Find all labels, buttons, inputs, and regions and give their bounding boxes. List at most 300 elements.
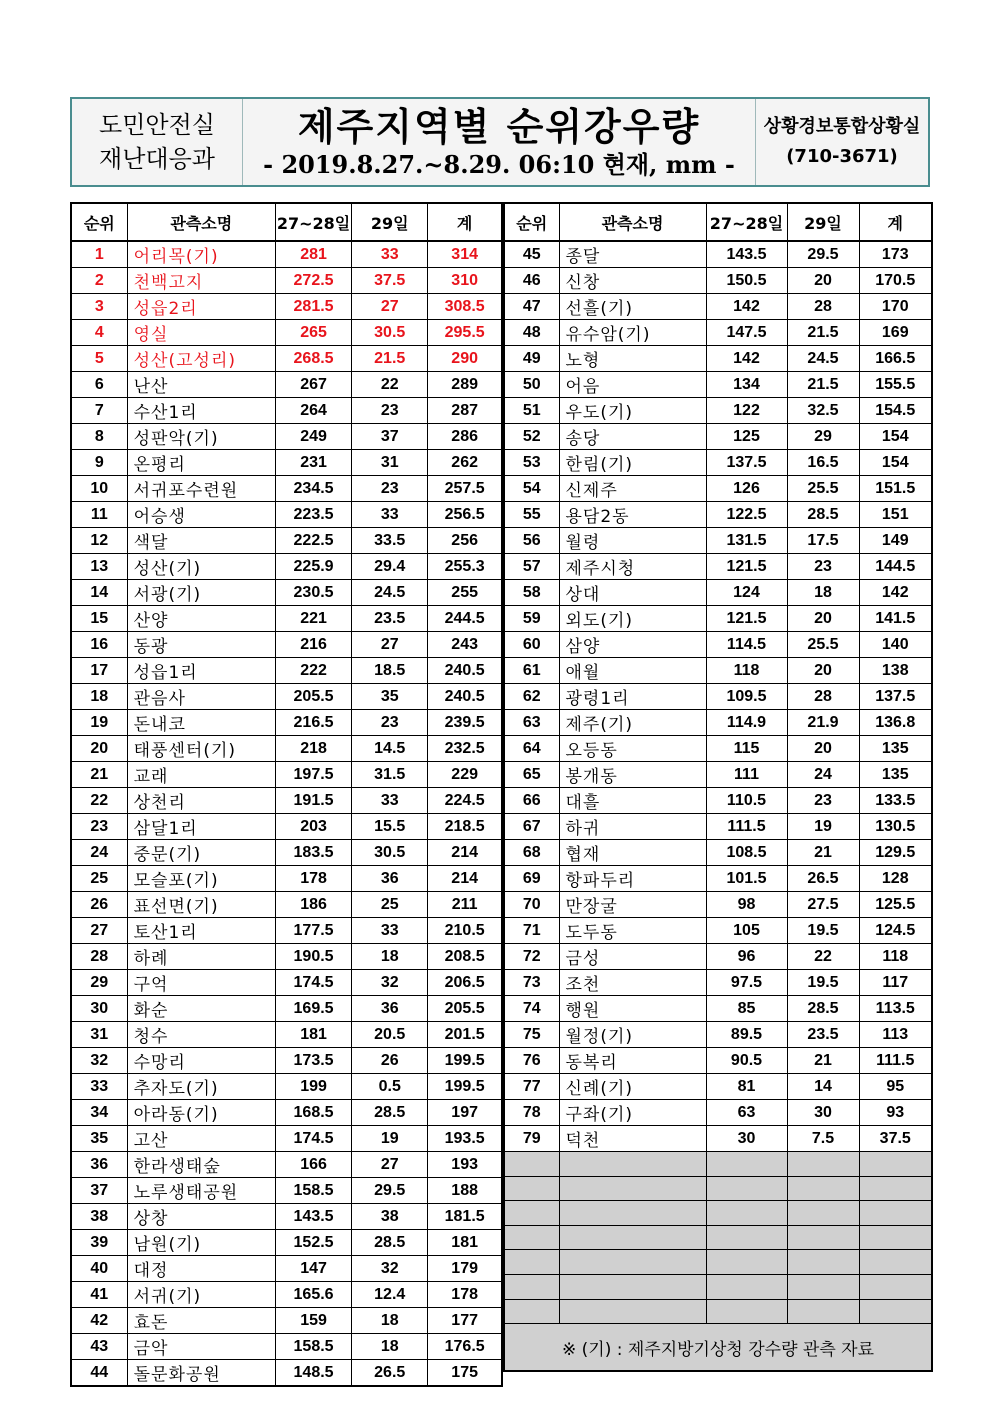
station-name-cell: 조천 xyxy=(559,970,706,996)
total-value-cell: 199.5 xyxy=(428,1048,502,1074)
table-row xyxy=(71,1360,502,1387)
total-value-cell: 211 xyxy=(428,892,502,918)
period2-value-cell: 32.5 xyxy=(787,398,859,424)
period2-value-cell: 21 xyxy=(787,840,859,866)
period2-value-cell: 27.5 xyxy=(787,892,859,918)
blank-row xyxy=(504,1299,932,1324)
table-row xyxy=(504,1074,932,1100)
period1-value-cell: 152.5 xyxy=(275,1230,351,1256)
period1-value-cell: 181 xyxy=(275,1022,351,1048)
station-name-cell: 추자도(기) xyxy=(127,1074,275,1100)
table-row xyxy=(504,476,932,502)
period2-value-cell: 33 xyxy=(352,502,428,528)
table-row xyxy=(71,1048,502,1074)
period1-value-cell: 203 xyxy=(275,814,351,840)
rank-cell: 67 xyxy=(504,814,559,840)
period2-value-cell: 23 xyxy=(352,476,428,502)
total-value-cell: 95 xyxy=(859,1074,932,1100)
report-header xyxy=(70,97,930,187)
rank-cell: 17 xyxy=(71,658,127,684)
period2-value-cell: 21.5 xyxy=(352,346,428,372)
period2-value-cell: 27 xyxy=(352,632,428,658)
total-value-cell: 181.5 xyxy=(428,1204,502,1230)
period1-value-cell: 143.5 xyxy=(275,1204,351,1230)
period2-value-cell: 20 xyxy=(787,606,859,632)
period2-value-cell: 36 xyxy=(352,996,428,1022)
period1-value-cell: 268.5 xyxy=(275,346,351,372)
rank-cell: 70 xyxy=(504,892,559,918)
rank-cell: 56 xyxy=(504,528,559,554)
table-row xyxy=(504,580,932,606)
table-row xyxy=(71,1204,502,1230)
blank-cell xyxy=(504,1201,559,1226)
blank-cell xyxy=(787,1176,859,1201)
station-name-cell: 금성 xyxy=(559,944,706,970)
period1-value-cell: 281.5 xyxy=(275,294,351,320)
table-row xyxy=(504,450,932,476)
period2-value-cell: 29.5 xyxy=(352,1178,428,1204)
period2-value-cell: 20 xyxy=(787,658,859,684)
blank-cell xyxy=(859,1250,932,1275)
station-name-cell: 돌문화공원 xyxy=(127,1360,275,1387)
station-name-cell: 한림(기) xyxy=(559,450,706,476)
left-table-body xyxy=(71,241,502,1386)
period2-value-cell: 18 xyxy=(352,1334,428,1360)
table-row xyxy=(71,606,502,632)
table-row xyxy=(504,788,932,814)
dept-line-2: 재난대응과 xyxy=(99,145,215,173)
period2-value-cell: 23 xyxy=(352,398,428,424)
station-name-cell: 중문(기) xyxy=(127,840,275,866)
period1-value-cell: 126 xyxy=(706,476,787,502)
rank-cell: 14 xyxy=(71,580,127,606)
period2-value-cell: 20 xyxy=(787,268,859,294)
blank-cell xyxy=(787,1299,859,1324)
rank-cell: 44 xyxy=(71,1360,127,1387)
station-name-cell: 동광 xyxy=(127,632,275,658)
col-total: 계 xyxy=(859,203,932,241)
period1-value-cell: 110.5 xyxy=(706,788,787,814)
period2-value-cell: 28.5 xyxy=(787,996,859,1022)
table-row xyxy=(504,710,932,736)
period2-value-cell: 27 xyxy=(352,294,428,320)
rank-cell: 12 xyxy=(71,528,127,554)
period2-value-cell: 26 xyxy=(352,1048,428,1074)
blank-cell xyxy=(787,1152,859,1177)
table-row xyxy=(504,866,932,892)
total-value-cell: 239.5 xyxy=(428,710,502,736)
table-row xyxy=(71,1230,502,1256)
total-value-cell: 137.5 xyxy=(859,684,932,710)
table-row xyxy=(71,632,502,658)
period2-value-cell: 0.5 xyxy=(352,1074,428,1100)
period1-value-cell: 30 xyxy=(706,1126,787,1152)
total-value-cell: 255 xyxy=(428,580,502,606)
station-name-cell: 성산(기) xyxy=(127,554,275,580)
period1-value-cell: 109.5 xyxy=(706,684,787,710)
station-name-cell: 돈내코 xyxy=(127,710,275,736)
title-box xyxy=(243,99,756,185)
station-name-cell: 천백고지 xyxy=(127,268,275,294)
station-name-cell: 토산1리 xyxy=(127,918,275,944)
table-row xyxy=(504,996,932,1022)
table-row xyxy=(71,866,502,892)
station-name-cell: 태풍센터(기) xyxy=(127,736,275,762)
total-value-cell: 151 xyxy=(859,502,932,528)
total-value-cell: 133.5 xyxy=(859,788,932,814)
rank-cell: 39 xyxy=(71,1230,127,1256)
rank-cell: 21 xyxy=(71,762,127,788)
station-name-cell: 산양 xyxy=(127,606,275,632)
station-name-cell: 오등동 xyxy=(559,736,706,762)
period1-value-cell: 147.5 xyxy=(706,320,787,346)
table-row xyxy=(71,996,502,1022)
station-name-cell: 고산 xyxy=(127,1126,275,1152)
rainfall-table-right xyxy=(503,202,933,1372)
period2-value-cell: 28 xyxy=(787,294,859,320)
total-value-cell: 210.5 xyxy=(428,918,502,944)
total-value-cell: 308.5 xyxy=(428,294,502,320)
table-row xyxy=(504,424,932,450)
station-name-cell: 수산1리 xyxy=(127,398,275,424)
period1-value-cell: 168.5 xyxy=(275,1100,351,1126)
period1-value-cell: 191.5 xyxy=(275,788,351,814)
rank-cell: 68 xyxy=(504,840,559,866)
period1-value-cell: 166 xyxy=(275,1152,351,1178)
table-row xyxy=(504,241,932,268)
station-name-cell: 어승생 xyxy=(127,502,275,528)
period1-value-cell: 121.5 xyxy=(706,554,787,580)
period2-value-cell: 26.5 xyxy=(352,1360,428,1387)
rank-cell: 76 xyxy=(504,1048,559,1074)
period2-value-cell: 29.5 xyxy=(787,241,859,268)
period1-value-cell: 85 xyxy=(706,996,787,1022)
rank-cell: 64 xyxy=(504,736,559,762)
station-name-cell: 송당 xyxy=(559,424,706,450)
total-value-cell: 141.5 xyxy=(859,606,932,632)
rank-cell: 32 xyxy=(71,1048,127,1074)
period1-value-cell: 221 xyxy=(275,606,351,632)
period2-value-cell: 19.5 xyxy=(787,970,859,996)
table-row xyxy=(71,944,502,970)
total-value-cell: 175 xyxy=(428,1360,502,1387)
table-row xyxy=(71,241,502,268)
table-row xyxy=(71,970,502,996)
total-value-cell: 155.5 xyxy=(859,372,932,398)
rank-cell: 3 xyxy=(71,294,127,320)
total-value-cell: 244.5 xyxy=(428,606,502,632)
period2-value-cell: 33 xyxy=(352,918,428,944)
total-value-cell: 125.5 xyxy=(859,892,932,918)
station-name-cell: 상대 xyxy=(559,580,706,606)
station-name-cell: 월정(기) xyxy=(559,1022,706,1048)
station-name-cell: 어리목(기) xyxy=(127,241,275,268)
rank-cell: 29 xyxy=(71,970,127,996)
total-value-cell: 129.5 xyxy=(859,840,932,866)
total-value-cell: 154.5 xyxy=(859,398,932,424)
rank-cell: 53 xyxy=(504,450,559,476)
rank-cell: 13 xyxy=(71,554,127,580)
station-name-cell: 도두동 xyxy=(559,918,706,944)
total-value-cell: 201.5 xyxy=(428,1022,502,1048)
station-name-cell: 한라생태숲 xyxy=(127,1152,275,1178)
period2-value-cell: 33 xyxy=(352,788,428,814)
rank-cell: 15 xyxy=(71,606,127,632)
station-name-cell: 온평리 xyxy=(127,450,275,476)
period2-value-cell: 37 xyxy=(352,424,428,450)
table-row xyxy=(504,944,932,970)
table-row xyxy=(504,294,932,320)
dept-line-1: 도민안전실 xyxy=(99,111,215,139)
station-name-cell: 우도(기) xyxy=(559,398,706,424)
period1-value-cell: 173.5 xyxy=(275,1048,351,1074)
rank-cell: 42 xyxy=(71,1308,127,1334)
period1-value-cell: 148.5 xyxy=(275,1360,351,1387)
table-row xyxy=(71,268,502,294)
rank-cell: 4 xyxy=(71,320,127,346)
table-row xyxy=(71,736,502,762)
period1-value-cell: 143.5 xyxy=(706,241,787,268)
period1-value-cell: 134 xyxy=(706,372,787,398)
rank-cell: 16 xyxy=(71,632,127,658)
period2-value-cell: 7.5 xyxy=(787,1126,859,1152)
station-name-cell: 덕천 xyxy=(559,1126,706,1152)
rank-cell: 8 xyxy=(71,424,127,450)
blank-cell xyxy=(787,1250,859,1275)
station-name-cell: 구좌(기) xyxy=(559,1100,706,1126)
station-name-cell: 아라동(기) xyxy=(127,1100,275,1126)
blank-cell xyxy=(706,1176,787,1201)
table-header-row xyxy=(71,203,502,241)
blank-cell xyxy=(706,1152,787,1177)
total-value-cell: 169 xyxy=(859,320,932,346)
period1-value-cell: 89.5 xyxy=(706,1022,787,1048)
table-row xyxy=(71,840,502,866)
table-row xyxy=(71,1074,502,1100)
station-name-cell: 유수암(기) xyxy=(559,320,706,346)
total-value-cell: 232.5 xyxy=(428,736,502,762)
department-box xyxy=(72,99,243,185)
period2-value-cell: 26.5 xyxy=(787,866,859,892)
blank-cell xyxy=(787,1201,859,1226)
total-value-cell: 178 xyxy=(428,1282,502,1308)
station-name-cell: 신창 xyxy=(559,268,706,294)
rank-cell: 63 xyxy=(504,710,559,736)
period1-value-cell: 142 xyxy=(706,294,787,320)
period2-value-cell: 29.4 xyxy=(352,554,428,580)
blank-cell xyxy=(859,1176,932,1201)
total-value-cell: 130.5 xyxy=(859,814,932,840)
station-name-cell: 색달 xyxy=(127,528,275,554)
blank-cell xyxy=(504,1299,559,1324)
total-value-cell: 113.5 xyxy=(859,996,932,1022)
period2-value-cell: 15.5 xyxy=(352,814,428,840)
station-name-cell: 성읍1리 xyxy=(127,658,275,684)
total-value-cell: 193.5 xyxy=(428,1126,502,1152)
station-name-cell: 제주시청 xyxy=(559,554,706,580)
total-value-cell: 149 xyxy=(859,528,932,554)
blank-row xyxy=(504,1250,932,1275)
total-value-cell: 111.5 xyxy=(859,1048,932,1074)
period1-value-cell: 205.5 xyxy=(275,684,351,710)
station-name-cell: 효돈 xyxy=(127,1308,275,1334)
office-box xyxy=(756,99,928,185)
blank-cell xyxy=(559,1152,706,1177)
total-value-cell: 255.3 xyxy=(428,554,502,580)
period2-value-cell: 18 xyxy=(352,944,428,970)
total-value-cell: 295.5 xyxy=(428,320,502,346)
table-row xyxy=(504,268,932,294)
blank-cell xyxy=(706,1225,787,1250)
station-name-cell: 남원(기) xyxy=(127,1230,275,1256)
total-value-cell: 170 xyxy=(859,294,932,320)
station-name-cell: 신제주 xyxy=(559,476,706,502)
station-name-cell: 교래 xyxy=(127,762,275,788)
blank-row xyxy=(504,1274,932,1299)
table-row xyxy=(71,424,502,450)
office-line-2: (710-3671) xyxy=(786,146,898,167)
station-name-cell: 상천리 xyxy=(127,788,275,814)
table-row xyxy=(71,762,502,788)
station-name-cell: 관음사 xyxy=(127,684,275,710)
station-name-cell: 항파두리 xyxy=(559,866,706,892)
rank-cell: 1 xyxy=(71,241,127,268)
blank-cell xyxy=(859,1299,932,1324)
period1-value-cell: 111.5 xyxy=(706,814,787,840)
station-name-cell: 대흘 xyxy=(559,788,706,814)
period2-value-cell: 28.5 xyxy=(787,502,859,528)
rank-cell: 72 xyxy=(504,944,559,970)
rank-cell: 69 xyxy=(504,866,559,892)
blank-cell xyxy=(559,1299,706,1324)
table-row xyxy=(504,528,932,554)
period1-value-cell: 222 xyxy=(275,658,351,684)
period1-value-cell: 169.5 xyxy=(275,996,351,1022)
blank-cell xyxy=(559,1225,706,1250)
table-row xyxy=(71,580,502,606)
rank-cell: 37 xyxy=(71,1178,127,1204)
total-value-cell: 214 xyxy=(428,866,502,892)
table-row xyxy=(504,918,932,944)
total-value-cell: 176.5 xyxy=(428,1334,502,1360)
period2-value-cell: 31 xyxy=(352,450,428,476)
station-name-cell: 영실 xyxy=(127,320,275,346)
period2-value-cell: 16.5 xyxy=(787,450,859,476)
table-row xyxy=(71,528,502,554)
blank-cell xyxy=(559,1201,706,1226)
table-row xyxy=(504,892,932,918)
rank-cell: 2 xyxy=(71,268,127,294)
rank-cell: 40 xyxy=(71,1256,127,1282)
period2-value-cell: 21.5 xyxy=(787,372,859,398)
blank-cell xyxy=(706,1299,787,1324)
rank-cell: 55 xyxy=(504,502,559,528)
station-name-cell: 하귀 xyxy=(559,814,706,840)
period2-value-cell: 23 xyxy=(787,788,859,814)
blank-cell xyxy=(559,1176,706,1201)
total-value-cell: 181 xyxy=(428,1230,502,1256)
total-value-cell: 140 xyxy=(859,632,932,658)
total-value-cell: 173 xyxy=(859,241,932,268)
total-value-cell: 199.5 xyxy=(428,1074,502,1100)
period1-value-cell: 231 xyxy=(275,450,351,476)
station-name-cell: 삼달1리 xyxy=(127,814,275,840)
rank-cell: 6 xyxy=(71,372,127,398)
period1-value-cell: 97.5 xyxy=(706,970,787,996)
table-row xyxy=(71,658,502,684)
period1-value-cell: 190.5 xyxy=(275,944,351,970)
rank-cell: 22 xyxy=(71,788,127,814)
rank-cell: 75 xyxy=(504,1022,559,1048)
total-value-cell: 290 xyxy=(428,346,502,372)
table-row xyxy=(504,840,932,866)
blank-cell xyxy=(504,1225,559,1250)
blank-row xyxy=(504,1176,932,1201)
table-row xyxy=(504,398,932,424)
rank-cell: 26 xyxy=(71,892,127,918)
station-name-cell: 모슬포(기) xyxy=(127,866,275,892)
station-name-cell: 청수 xyxy=(127,1022,275,1048)
period1-value-cell: 81 xyxy=(706,1074,787,1100)
period1-value-cell: 216 xyxy=(275,632,351,658)
total-value-cell: 128 xyxy=(859,866,932,892)
period1-value-cell: 183.5 xyxy=(275,840,351,866)
blank-cell xyxy=(787,1274,859,1299)
total-value-cell: 286 xyxy=(428,424,502,450)
table-row xyxy=(71,398,502,424)
period1-value-cell: 105 xyxy=(706,918,787,944)
right-table-body xyxy=(504,241,932,1371)
rank-cell: 20 xyxy=(71,736,127,762)
table-row xyxy=(504,1048,932,1074)
col-rank: 순위 xyxy=(504,203,559,241)
period2-value-cell: 20.5 xyxy=(352,1022,428,1048)
station-name-cell: 서귀(기) xyxy=(127,1282,275,1308)
rank-cell: 24 xyxy=(71,840,127,866)
period1-value-cell: 122 xyxy=(706,398,787,424)
period2-value-cell: 24.5 xyxy=(352,580,428,606)
table-row xyxy=(71,1022,502,1048)
period1-value-cell: 158.5 xyxy=(275,1334,351,1360)
rank-cell: 61 xyxy=(504,658,559,684)
total-value-cell: 262 xyxy=(428,450,502,476)
period2-value-cell: 23.5 xyxy=(787,1022,859,1048)
rank-cell: 47 xyxy=(504,294,559,320)
total-value-cell: 188 xyxy=(428,1178,502,1204)
col-period2: 29일 xyxy=(352,203,428,241)
blank-row xyxy=(504,1225,932,1250)
total-value-cell: 170.5 xyxy=(859,268,932,294)
period2-value-cell: 37.5 xyxy=(352,268,428,294)
rank-cell: 28 xyxy=(71,944,127,970)
table-row xyxy=(71,1256,502,1282)
table-row xyxy=(504,658,932,684)
period1-value-cell: 186 xyxy=(275,892,351,918)
blank-cell xyxy=(859,1201,932,1226)
rainfall-table-left xyxy=(70,202,503,1387)
rank-cell: 54 xyxy=(504,476,559,502)
rank-cell: 23 xyxy=(71,814,127,840)
station-name-cell: 표선면(기) xyxy=(127,892,275,918)
station-name-cell: 노루생태공원 xyxy=(127,1178,275,1204)
rank-cell: 45 xyxy=(504,241,559,268)
period1-value-cell: 159 xyxy=(275,1308,351,1334)
rank-cell: 30 xyxy=(71,996,127,1022)
period1-value-cell: 111 xyxy=(706,762,787,788)
total-value-cell: 257.5 xyxy=(428,476,502,502)
table-row xyxy=(71,1334,502,1360)
table-row xyxy=(71,372,502,398)
